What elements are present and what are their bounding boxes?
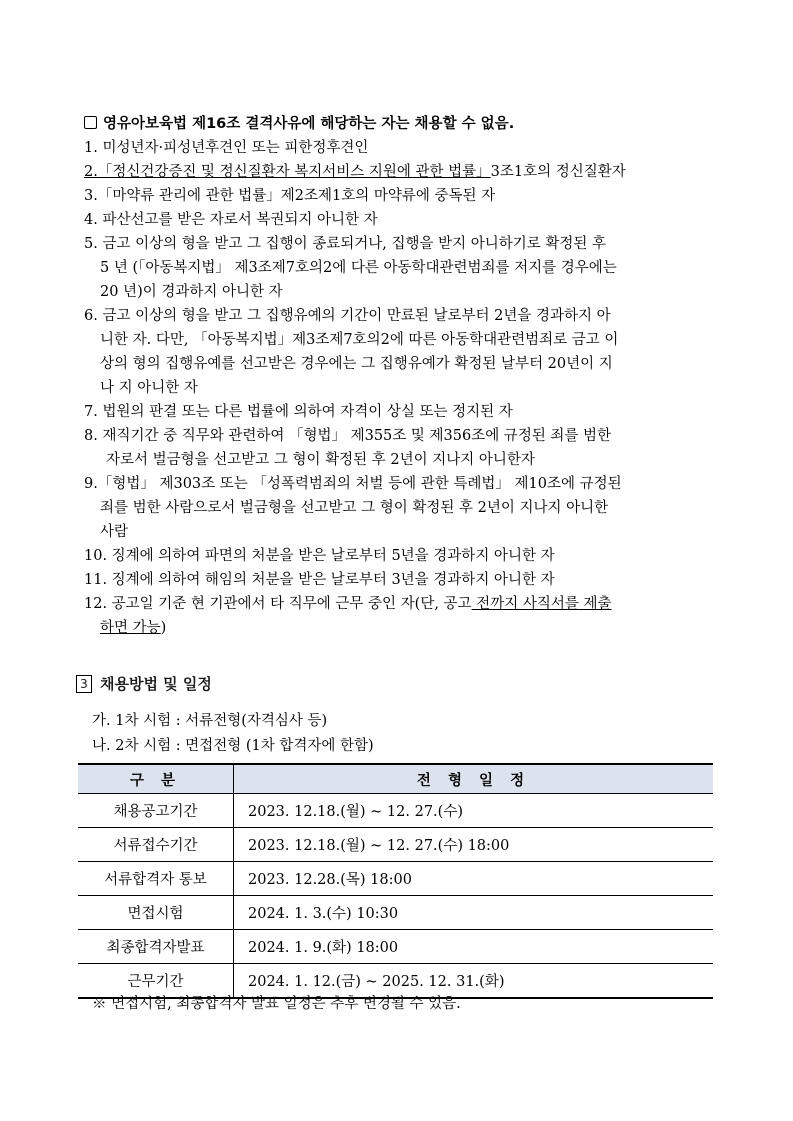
list-item-6-line2: 니한 자. 다만, 「아동복지법」제3조제7호의2에 따른 아동학대관련범죄로 금고 이 (100, 332, 619, 348)
list-item-12-underlined-cont: 하면 가능 (100, 620, 161, 636)
row-value: 2024. 1. 12.(금) ~ 2025. 12. 31.(화) (234, 964, 714, 999)
list-item-8-line2: 자로서 벌금형을 선고받고 그 형이 확정된 후 2년이 지나지 아니한자 (106, 452, 535, 468)
list-item-5-line2: 5 년 (「아동복지법」 제3조제7호의2에 다른 아동학대관련범죄를 저지를 경우에는 (100, 260, 617, 276)
list-item-9-line2: 죄를 범한 사람으로서 벌금형을 선고받고 그 형이 확정된 후 2년이 지나지 아니한 (100, 500, 609, 516)
list-item-4: 4. 파산선고를 받은 자로서 복권되지 아니한 자 (84, 212, 378, 228)
list-item-9-line3: 사람 (100, 524, 129, 540)
list-item-6-line4: 나 지 아니한 자 (100, 380, 198, 396)
list-item-12-line2 (100, 616, 166, 640)
schedule-note: ※ 면접시험, 최종합격자 발표 일정은 추후 변경될 수 있음. (92, 996, 461, 1012)
table-row (78, 896, 713, 930)
list-item-5-line1: 5. 금고 이상의 형을 받고 그 집행이 종료되거나, 집행을 받지 아니하기로 확정된 후 (84, 236, 606, 252)
section-3-title (76, 673, 212, 694)
list-item-8-line1: 8. 재직기간 중 직무와 관련하여 「형법」 제355조 및 제356조에 규정된 죄를 범한 (84, 428, 612, 444)
list-item-1: 1. 미성년자·피성년후견인 또는 피한정후견인 (84, 140, 369, 156)
row-label: 면접시험 (78, 896, 234, 930)
list-item-9-line1: 9.「형법」 제303조 또는 「성폭력범죄의 처벌 등에 관한 특례법」 제10조에 규정된 (84, 476, 622, 492)
list-item-3: 3.「마약류 관리에 관한 법률」제2조제1호의 마약류에 중독된 자 (84, 188, 496, 204)
list-item-12-line1 (84, 592, 611, 616)
disqualification-heading-text: 영유아보육법 제16조 결격사유에 해당하는 자는 채용할 수 없음. (103, 116, 515, 132)
row-value: 2024. 1. 9.(화) 18:00 (234, 930, 714, 964)
list-item-5-line3: 20 년)이 경과하지 아니한 자 (100, 284, 283, 300)
list-item-6-line3: 상의 형의 집행유예를 선고받은 경우에는 그 집행유예가 확정된 날부터 20년이 지 (100, 356, 613, 372)
row-value: 2023. 12.18.(월) ~ 12. 27.(수) 18:00 (234, 828, 714, 862)
exam-step-2: 나. 2차 시험 : 면접전형 (1차 합격자에 한함) (92, 738, 374, 754)
disqualification-heading (84, 112, 514, 133)
table-row (78, 862, 713, 896)
section-3-title-text: 채용방법 및 일정 (100, 675, 212, 693)
row-value: 2023. 12.18.(월) ~ 12. 27.(수) (234, 794, 714, 828)
law-name-mental-health: 2.「정신건강증진 및 정신질환자 복지서비스 지원에 관한 법률」 (84, 164, 491, 180)
row-value: 2023. 12.28.(목) 18:00 (234, 862, 714, 896)
exam-step-1: 가. 1차 시험 : 서류전형(자격심사 등) (92, 713, 328, 729)
row-label: 채용공고기간 (78, 794, 234, 828)
table-row (78, 930, 713, 964)
list-item-12-close: ) (160, 620, 167, 636)
list-item-7: 7. 법원의 판결 또는 다른 법률에 의하여 자격이 상실 또는 정지된 자 (84, 404, 513, 420)
list-item-10: 10. 징계에 의하여 파면의 처분을 받은 날로부터 5년을 경과하지 아니한 자 (84, 548, 555, 564)
section-number-box: 3 (76, 675, 92, 693)
row-label: 근무기간 (78, 964, 234, 999)
row-value: 2024. 1. 3.(수) 10:30 (234, 896, 714, 930)
schedule-table (78, 763, 713, 999)
row-label: 서류접수기간 (78, 828, 234, 862)
table-row (78, 828, 713, 862)
list-item-12-text: 12. 공고일 기준 현 기관에서 타 직무에 근무 중인 자(단, 공고 (84, 596, 472, 612)
list-item-11: 11. 징계에 의하여 해임의 처분을 받은 날로부터 3년을 경과하지 아니한 자 (84, 572, 555, 588)
list-item-12-underlined: 전까지 사직서를 제출 (471, 596, 612, 612)
row-label: 최종합격자발표 (78, 930, 234, 964)
list-item-2-rest: 3조1호의 정신질환자 (490, 164, 626, 180)
header-category: 구 분 (78, 764, 234, 794)
list-item-6-line1: 6. 금고 이상의 형을 받고 그 집행유예의 기간이 만료된 날로부터 2년을 경과하지 아 (84, 308, 611, 324)
row-label: 서류합격자 통보 (78, 862, 234, 896)
schedule-header-row (78, 764, 713, 794)
table-row (78, 794, 713, 828)
list-item-2 (84, 160, 626, 184)
checkbox-square-icon (84, 116, 97, 129)
header-schedule: 전 형 일 정 (234, 764, 714, 794)
